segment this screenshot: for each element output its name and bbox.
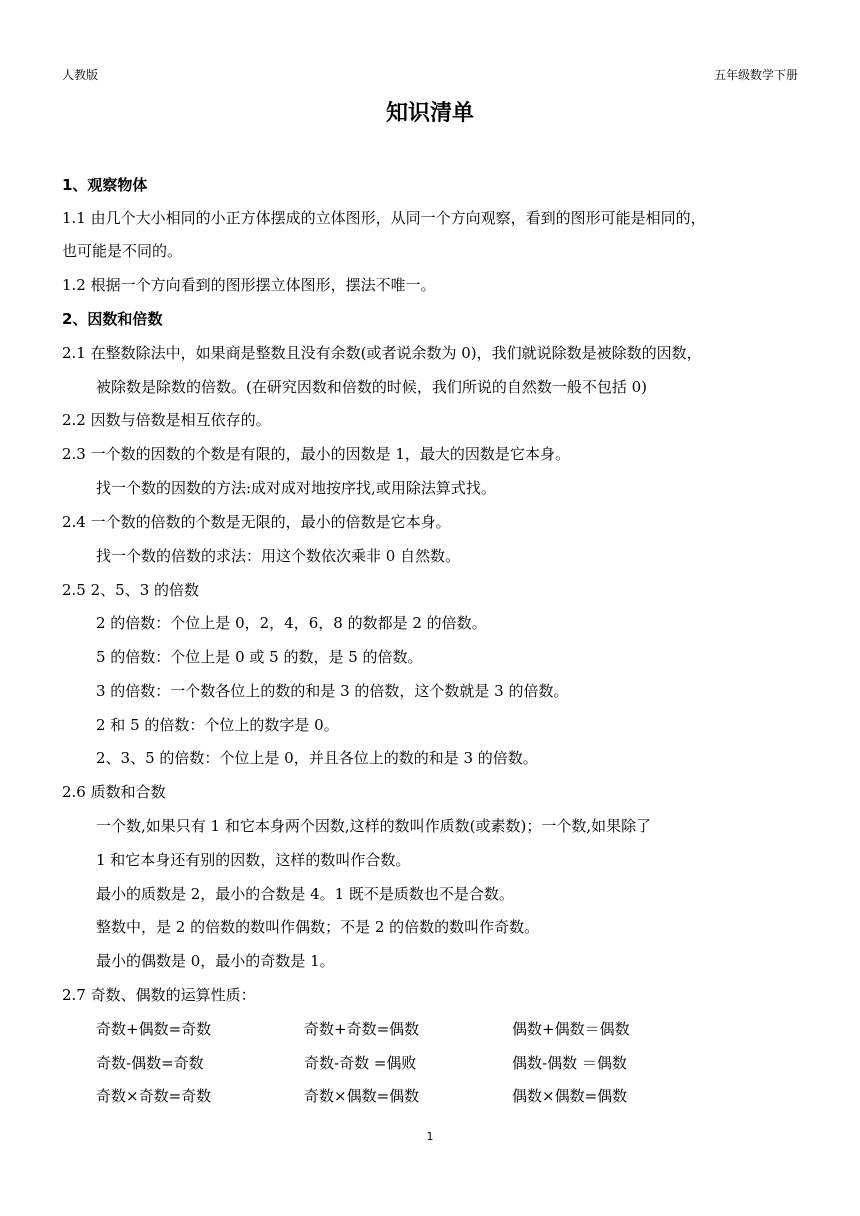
para-2-4-line1: 2.4 一个数的倍数的个数是无限的，最小的倍数是它本身。 — [62, 513, 451, 531]
parity-rule: 偶数×偶数=偶数 — [512, 1087, 628, 1105]
para-2-3-line2: 找一个数的因数的方法:成对成对地按序找,或用除法算式找。 — [96, 479, 496, 497]
para-2-6-line1: 一个数,如果只有 1 和它本身两个因数,这样的数叫作质数(或素数)；一个数,如果除了 — [96, 817, 652, 835]
para-2-3-line1: 2.3 一个数的因数的个数是有限的，最小的因数是 1，最大的因数是它本身。 — [62, 445, 570, 463]
parity-rule: 奇数+奇数=偶数 — [304, 1020, 420, 1038]
para-2-2: 2.2 因数与倍数是相互依存的。 — [62, 411, 271, 429]
para-2-1-line2: 被除数是除数的倍数。(在研究因数和倍数的时候，我们所说的自然数一般不包括 0) — [96, 378, 648, 396]
para-2-5-rule-2-and-5: 2 和 5 的倍数：个位上的数字是 0。 — [96, 716, 339, 734]
header-edition: 人教版 — [62, 68, 99, 82]
parity-rule: 奇数×偶数=偶数 — [304, 1087, 420, 1105]
para-2-1-line1: 2.1 在整数除法中，如果商是整数且没有余数(或者说余数为 0)，我们就说除数是被除数的因数， — [62, 344, 702, 362]
para-2-4-line2: 找一个数的倍数的求法：用这个数依次乘非 0 自然数。 — [96, 547, 461, 565]
para-1-1-line2: 也可能是不同的。 — [62, 242, 183, 260]
para-2-6-line2: 1 和它本身还有别的因数，这样的数叫作合数。 — [96, 851, 411, 869]
section-heading-1: 1、观察物体 — [62, 176, 148, 194]
parity-rule: 奇数-偶数=奇数 — [96, 1054, 204, 1072]
para-2-5-rule-3: 3 的倍数：一个数各位上的数的和是 3 的倍数，这个数就是 3 的倍数。 — [96, 682, 569, 700]
page-number: 1 — [426, 1130, 434, 1143]
para-2-5-rule-2-3-5: 2、3、5 的倍数：个位上是 0，并且各位上的数的和是 3 的倍数。 — [96, 749, 538, 767]
parity-rule: 奇数+偶数=奇数 — [96, 1020, 212, 1038]
header-grade: 五年级数学下册 — [713, 68, 798, 82]
para-1-2: 1.2 根据一个方向看到的图形摆立体图形，摆法不唯一。 — [62, 276, 436, 294]
para-2-6: 2.6 质数和合数 — [62, 783, 166, 801]
parity-rule: 奇数×奇数=奇数 — [96, 1087, 212, 1105]
section-heading-2: 2、因数和倍数 — [62, 310, 163, 328]
para-1-1-line1: 1.1 由几个大小相同的小正方体摆成的立体图形，从同一个方向观察，看到的图形可能是相同的， — [62, 209, 706, 227]
parity-rule: 偶数-偶数 ＝偶数 — [512, 1054, 627, 1072]
parity-rule: 奇数-奇数 =偶败 — [304, 1054, 417, 1072]
para-2-6-line4: 整数中，是 2 的倍数的数叫作偶数；不是 2 的倍数的数叫作奇数。 — [96, 918, 540, 936]
parity-rule: 偶数+偶数＝偶数 — [512, 1020, 630, 1038]
para-2-5-rule-5: 5 的倍数：个位上是 0 或 5 的数，是 5 的倍数。 — [96, 648, 423, 666]
para-2-7: 2.7 奇数、偶数的运算性质： — [62, 986, 256, 1004]
para-2-6-line3: 最小的质数是 2，最小的合数是 4。1 既不是质数也不是合数。 — [96, 885, 514, 903]
para-2-5-rule-2: 2 的倍数：个位上是 0，2，4，6，8 的数都是 2 的倍数。 — [96, 614, 487, 632]
para-2-5: 2.5 2、5、3 的倍数 — [62, 581, 200, 599]
page-title: 知识清单 — [385, 101, 474, 126]
para-2-6-line5: 最小的偶数是 0，最小的奇数是 1。 — [96, 952, 335, 970]
